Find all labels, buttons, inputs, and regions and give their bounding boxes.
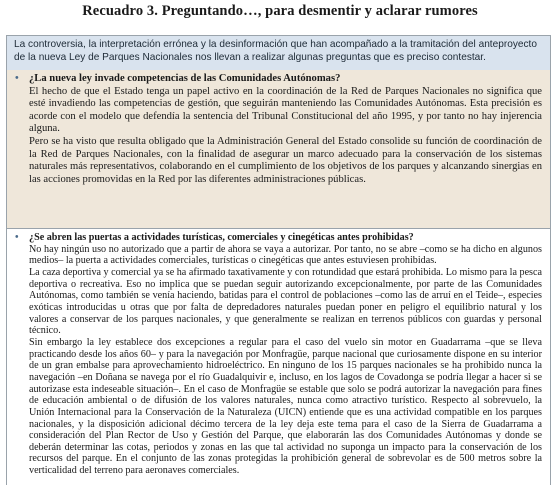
paragraph: Pero se ha visto que resulta obligado que la Administración General del Estado consolide su función de coordinación de la Red de Parques Nacionales, con la finalidad de asegurar un marco adecuado para la conservación de los sistemas naturales más representativos, colaborando en el cumplimiento de los objetivos de los parques y alcanzando sinergias en las acciones promovidas en la Red por las diferentes administraciones públicas. [29,135,542,185]
section-competencias [7,70,550,229]
section-question [15,232,542,244]
paragraph: El hecho de que el Estado tenga un papel activo en la coordinación de la Red de Parques Nacionales no significa que esté invadiendo las competencias de gestión, que seguirán manteniendo las Comunidades Autónomas. Esta precisión es acorde con el modelo que defendía la sentencia del Tribunal Constitucional del año 1995, y por tanto no hay injerencia alguna. [29,85,542,135]
section-actividades [7,229,550,485]
bullet-icon: • [15,73,19,84]
info-box [6,35,551,485]
paragraph: La caza deportiva y comercial ya se ha afirmado taxativamente y con rotundidad que estará prohibida. Lo mismo para la pesca deportiva o recreativa. Eso no implica que se puedan seguir autorizando excepcionalmente, por parte de las Comunidades Autónomas, como también se venía haciendo, batidas para el control de poblaciones –como las de arruí en el Teide–, especies exóticas introducidas u otras que por falta de depredadores naturales puedan poner en peligro el equilibrio natural y los valores a conservar de los parques nacionales, y que generalmente se realizan en terrenos públicos con guardas y personal técnico. [29,266,542,337]
box-title: Recuadro 3. Preguntando…, para desmentir y aclarar rumores [82,3,478,19]
paragraph: Sin embargo la ley establece dos excepciones a regular para el caso del vuelo sin motor en Guadarrama –que se lleva practicando desde los años 60– y para la navegación por Monfragüe, parque nacional que curiosamente dispone en su interior de un gran embalse para aprovechamiento hidroeléctrico. En ninguno de los 15 parques nacionales se ha prohibido nunca la navegación –en Doñana se navega por el río Guadalquivir e, incluso, en los lagos de Covadonga se podría llegar a hacer si se autorizase esta indeseable situación–. En el caso de Monfragüe se estable que solo se podrá autorizar la navegación para fines de educación ambiental o de difusión de los valores naturales, nunca como atractivo turístico. Respecto al sobrevuelo, la Unión Internacional para la Conservación de la Naturaleza (UICN) entiende que es una actividad compatible en los parques nacionales, y la disposición adicional décimo tercera de la ley deja este tema para el caso de la Sierra de Guadarrama a consideración del Plan Rector de Uso y Gestión del Parque, que elaborarán las dos Comunidades Autónomas y donde se deberán determinar las cotas, periodos y zonas en las que tal actividad no suponga un impacto para la conservación de los recursos del parque. En el conjunto de las zonas protegidas la prohibición general de sobrevolar es de 500 metros sobre la verticalidad del terreno para aeronaves comerciales. [29,336,542,477]
intro-text: La controversia, la interpretación errónea y la desinformación que han acompañado a la tramitación del anteproyecto de la nueva Ley de Parques Nacionales nos llevan a realizar algunas preguntas que es preciso contestar. [7,36,550,70]
section-question [15,73,542,86]
bullet-icon: • [15,232,19,243]
paragraph: No hay ningún uso no autorizado que a partir de ahora se vaya a autorizar. Por tanto, no se abre –como se ha dicho en algunos medios– la puerta a actividades comerciales, turísticas o cinegéticas que antes estuviesen prohibidas. [29,243,542,267]
question-text: ¿Se abren las puertas a actividades turísticas, comerciales y cinegéticas antes prohibidas? [29,232,414,243]
question-text: ¿La nueva ley invade competencias de las Comunidades Autónomas? [29,73,341,84]
